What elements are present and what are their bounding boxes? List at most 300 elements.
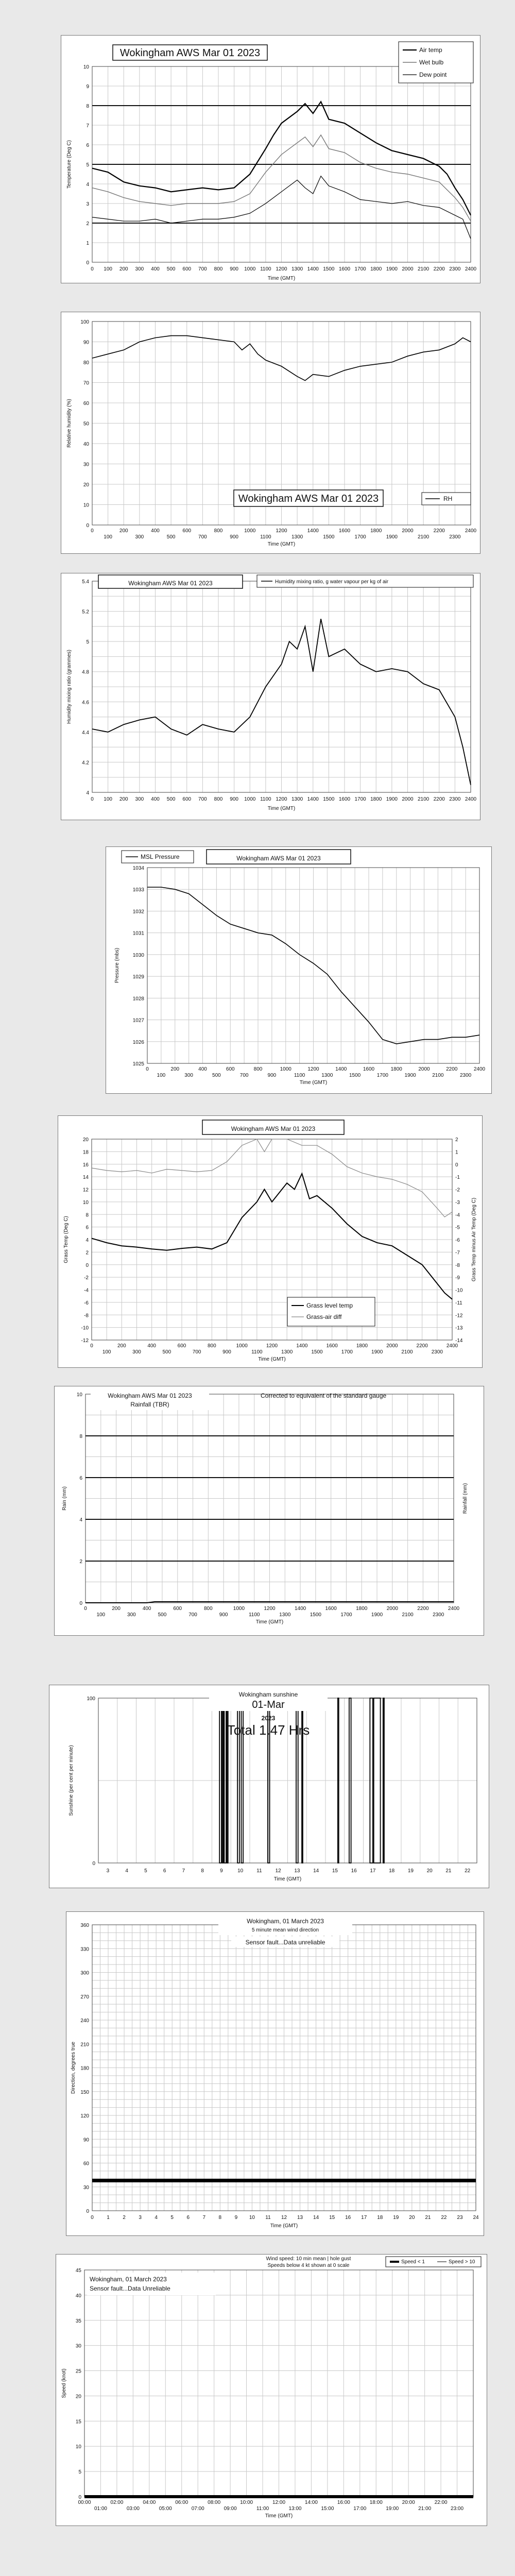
wspd-x-tick-label: 10:00	[240, 2500, 253, 2505]
grass-x-tick-label: 1400	[296, 1343, 308, 1349]
temperature-chart	[61, 36, 480, 283]
rh-x-tick-label: 1400	[307, 528, 319, 534]
mix-y-tick-label: 4.8	[82, 669, 89, 675]
rain-x-tick-label: 1100	[248, 1612, 260, 1618]
sun-total: Total 1.47 Hrs	[227, 1722, 310, 1738]
temperature-chart-panel	[61, 35, 480, 283]
rh-y-tick-label: 70	[83, 380, 89, 386]
pres-x-axis-label: Time (GMT)	[299, 1080, 328, 1086]
grass-x-tick-label: 0	[90, 1343, 93, 1349]
grass-x-tick-label: 300	[132, 1349, 141, 1355]
wspd-y-tick-label: 40	[75, 2293, 81, 2299]
pres-y-tick-label: 1029	[132, 974, 144, 980]
humidity-chart-panel	[61, 312, 480, 554]
temp-y-tick-label: 10	[83, 64, 89, 70]
temp-x-tick-label: 1200	[276, 266, 287, 272]
sun-x-tick-label: 5	[144, 1868, 147, 1874]
grass-x-tick-label: 600	[177, 1343, 186, 1349]
wspd-x-tick-label: 03:00	[126, 2506, 140, 2512]
pres-x-tick-label: 1400	[335, 1066, 347, 1072]
sun-y-tick-label: 100	[87, 1696, 95, 1702]
wdir-x-tick-label: 9	[234, 2215, 238, 2221]
grass-x-tick-label: 1500	[311, 1349, 323, 1355]
wspd-y-tick-label: 10	[75, 2444, 81, 2450]
sun-x-tick-label: 16	[351, 1868, 357, 1874]
rh-x-tick-label: 1900	[386, 534, 398, 540]
mix-x-tick-label: 1000	[244, 796, 256, 802]
mix-x-tick-label: 300	[135, 796, 144, 802]
grass-right-y-tick-label: 0	[455, 1162, 458, 1168]
pres-y-tick-label: 1033	[132, 887, 144, 893]
grass-y-tick-label: -8	[84, 1313, 89, 1319]
rain-x-tick-label: 900	[219, 1612, 228, 1618]
grass-right-y-tick-label: -8	[455, 1262, 460, 1268]
pres-x-tick-label: 1300	[321, 1073, 333, 1078]
grass-x-tick-label: 800	[207, 1343, 216, 1349]
mix-x-tick-label: 1600	[338, 796, 351, 802]
rain-x-tick-label: 700	[188, 1612, 197, 1618]
rain-x-tick-label: 2100	[402, 1612, 414, 1618]
rh-x-tick-label: 1100	[260, 534, 271, 540]
wdir-x-tick-label: 1	[107, 2215, 110, 2221]
temp-y-tick-label: 2	[86, 221, 89, 227]
wdir-x-tick-label: 22	[441, 2215, 447, 2221]
sun-x-tick-label: 4	[125, 1868, 128, 1874]
rain-x-tick-label: 600	[173, 1606, 182, 1612]
grass-x-tick-label: 400	[147, 1343, 157, 1349]
rain-title: Wokingham AWS Mar 01 2023	[108, 1392, 192, 1399]
wspd-x-tick-label: 14:00	[304, 2500, 318, 2505]
temp-x-tick-label: 2100	[418, 266, 430, 272]
sun-x-tick-label: 11	[256, 1868, 262, 1874]
grass-x-tick-label: 1800	[356, 1343, 368, 1349]
sun-x-tick-label: 19	[407, 1868, 414, 1874]
sun-y-axis-label: Sunshine (per cent per minute)	[68, 1745, 74, 1816]
wspd-x-tick-label: 11:00	[256, 2506, 269, 2512]
temp-x-tick-label: 100	[104, 266, 112, 272]
pres-x-tick-label: 800	[253, 1066, 263, 1072]
wdir-y-tick-label: 360	[80, 1923, 89, 1928]
mix-y-tick-label: 5.2	[82, 609, 89, 615]
grass-legend-label: Grass-air diff	[306, 1313, 342, 1320]
temp-legend-label: Dew point	[419, 71, 447, 78]
grass-y-tick-label: -2	[84, 1275, 89, 1281]
mix-y-tick-label: 4.2	[82, 760, 89, 766]
grass-temp-chart	[58, 1116, 483, 1368]
wspd-x-tick-label: 19:00	[386, 2506, 399, 2512]
sun-x-tick-label: 13	[294, 1868, 300, 1874]
wdir-subtitle: 5 minute mean wind direction	[251, 1927, 319, 1933]
pres-x-tick-label: 0	[146, 1066, 149, 1072]
pres-x-tick-label: 2400	[473, 1066, 486, 1072]
wdir-x-tick-label: 19	[393, 2215, 399, 2221]
wdir-y-axis-label: Direction, degrees true	[71, 2041, 76, 2094]
wdir-x-tick-label: 5	[170, 2215, 174, 2221]
rh-x-tick-label: 700	[198, 534, 207, 540]
temp-x-tick-label: 700	[198, 266, 207, 272]
mix-y-tick-label: 5.4	[82, 579, 89, 585]
temp-y-tick-label: 6	[86, 143, 89, 148]
grass-x-axis-label: Time (GMT)	[258, 1357, 286, 1362]
grass-right-y-tick-label: 2	[455, 1137, 458, 1143]
wdir-x-tick-label: 11	[265, 2215, 271, 2221]
pres-y-tick-label: 1027	[132, 1018, 144, 1024]
grass-y-tick-label: 6	[85, 1225, 89, 1231]
sun-x-tick-label: 10	[237, 1868, 244, 1874]
rain-x-tick-label: 1500	[310, 1612, 321, 1618]
mix-x-tick-label: 2000	[402, 796, 414, 802]
wdir-x-tick-label: 0	[91, 2215, 94, 2221]
pres-x-tick-label: 1700	[376, 1073, 388, 1078]
rh-y-axis-label: Relative humidity (%)	[66, 399, 72, 448]
wspd-y-tick-label: 35	[75, 2318, 81, 2324]
sun-x-tick-label: 8	[201, 1868, 204, 1874]
pres-x-tick-label: 700	[239, 1073, 249, 1078]
rh-x-tick-label: 800	[214, 528, 223, 534]
rain-chart-panel	[54, 1386, 484, 1636]
rain-chart	[55, 1386, 484, 1636]
rh-y-tick-label: 30	[83, 462, 89, 468]
rain-x-tick-label: 100	[96, 1612, 106, 1618]
sun-title: Wokingham sunshine	[238, 1691, 298, 1698]
wdir-y-tick-label: 180	[80, 2065, 89, 2072]
wspd-x-tick-label: 18:00	[369, 2500, 383, 2505]
pres-x-tick-label: 600	[226, 1066, 235, 1072]
temp-y-tick-label: 3	[86, 201, 89, 207]
mixing-ratio-chart-panel	[61, 573, 480, 820]
grass-right-y-tick-label: -1	[455, 1175, 460, 1181]
wdir-x-tick-label: 2	[123, 2215, 126, 2221]
mix-x-tick-label: 1700	[354, 796, 366, 802]
pres-x-tick-label: 1800	[390, 1066, 402, 1072]
wspd-x-tick-label: 06:00	[175, 2500, 188, 2505]
mix-x-tick-label: 100	[104, 796, 112, 802]
mix-x-tick-label: 800	[214, 796, 223, 802]
grass-y-tick-label: 2	[85, 1250, 89, 1256]
grass-title: Wokingham AWS Mar 01 2023	[231, 1125, 316, 1132]
mix-x-tick-label: 200	[119, 796, 128, 802]
rh-x-tick-label: 2300	[449, 534, 461, 540]
wdir-x-tick-label: 15	[329, 2215, 335, 2221]
grass-x-tick-label: 1200	[266, 1343, 278, 1349]
rain-y-tick-label: 8	[79, 1434, 82, 1439]
wdir-x-tick-label: 10	[249, 2215, 255, 2221]
sun-x-tick-label: 21	[445, 1868, 452, 1874]
rh-x-tick-label: 600	[182, 528, 192, 534]
grass-x-tick-label: 100	[102, 1349, 111, 1355]
grass-right-y-tick-label: -11	[455, 1300, 462, 1306]
wdir-y-tick-label: 150	[80, 2089, 89, 2095]
sun-y-tick-label: 0	[92, 1861, 95, 1867]
sun-date: 01-Mar	[252, 1699, 285, 1710]
pres-y-tick-label: 1031	[132, 930, 144, 937]
rain-x-tick-label: 1900	[371, 1612, 383, 1618]
mix-y-tick-label: 4.6	[82, 700, 89, 706]
grass-x-tick-label: 1000	[236, 1343, 248, 1349]
grass-y-tick-label: 16	[82, 1162, 89, 1168]
rain-x-tick-label: 300	[127, 1612, 136, 1618]
sun-x-tick-label: 18	[389, 1868, 395, 1874]
grass-right-y-tick-label: -13	[455, 1325, 463, 1331]
grass-x-tick-label: 2200	[416, 1343, 428, 1349]
wspd-x-tick-label: 13:00	[288, 2506, 302, 2512]
rh-y-tick-label: 0	[86, 523, 89, 529]
pres-x-tick-label: 1200	[307, 1066, 319, 1072]
wspd-x-tick-label: 02:00	[110, 2500, 124, 2505]
rh-y-tick-label: 50	[83, 421, 89, 427]
wdir-x-tick-label: 17	[361, 2215, 367, 2221]
pres-y-tick-label: 1028	[132, 996, 144, 1002]
wdir-x-tick-label: 3	[139, 2215, 142, 2221]
temp-x-tick-label: 400	[151, 266, 160, 272]
sun-x-tick-label: 15	[332, 1868, 338, 1874]
pressure-chart	[106, 847, 492, 1094]
wdir-y-tick-label: 90	[83, 2137, 89, 2143]
sun-x-tick-label: 6	[163, 1868, 166, 1874]
wdir-x-tick-label: 7	[202, 2215, 206, 2221]
temp-legend-label: Wet bulb	[419, 59, 444, 66]
wdir-x-tick-label: 20	[409, 2215, 415, 2221]
grass-x-tick-label: 2300	[431, 1349, 443, 1355]
grass-right-y-tick-label: -6	[455, 1238, 460, 1243]
rh-x-tick-label: 2200	[433, 528, 445, 534]
rh-x-tick-label: 2100	[418, 534, 430, 540]
wdir-x-tick-label: 8	[218, 2215, 222, 2221]
temp-y-tick-label: 4	[86, 182, 89, 188]
mix-x-tick-label: 2400	[465, 796, 477, 802]
grass-y-tick-label: -6	[84, 1300, 89, 1306]
rh-x-tick-label: 1800	[370, 528, 382, 534]
wdir-y-tick-label: 120	[80, 2113, 89, 2119]
mix-x-tick-label: 500	[166, 796, 176, 802]
mix-title: Wokingham AWS Mar 01 2023	[128, 580, 213, 587]
temp-x-tick-label: 1100	[260, 266, 271, 272]
wind-direction-chart-panel	[66, 1911, 484, 2236]
rain-y-tick-label: 0	[79, 1601, 82, 1606]
rh-y-tick-label: 20	[83, 482, 89, 488]
mix-y-tick-label: 4	[86, 790, 89, 796]
wspd-x-tick-label: 17:00	[353, 2506, 367, 2512]
grass-x-tick-label: 500	[162, 1349, 171, 1355]
wspd-legend-label: Speed > 10	[449, 2259, 475, 2265]
grass-y-tick-label: 8	[85, 1212, 89, 1218]
grass-right-y-tick-label: 1	[455, 1149, 458, 1156]
rh-x-tick-label: 1300	[291, 534, 303, 540]
pres-x-tick-label: 2100	[432, 1073, 444, 1078]
mix-x-tick-label: 1100	[260, 796, 271, 802]
pres-x-tick-label: 300	[184, 1073, 193, 1078]
wspd-x-tick-label: 04:00	[143, 2500, 156, 2505]
wspd-y-tick-label: 45	[75, 2268, 81, 2274]
wdir-x-tick-label: 18	[377, 2215, 383, 2221]
temp-x-tick-label: 1900	[386, 266, 398, 272]
sunshine-chart	[49, 1685, 489, 1888]
grass-right-y-tick-label: -3	[455, 1199, 460, 1206]
rh-x-tick-label: 1200	[276, 528, 287, 534]
mix-legend-label: Humidity mixing ratio, g water vapour per kg of air	[275, 579, 389, 585]
mix-x-tick-label: 1900	[386, 796, 398, 802]
mix-x-tick-label: 2300	[449, 796, 461, 802]
rain-y-tick-label: 6	[79, 1476, 82, 1481]
wdir-y-tick-label: 30	[83, 2184, 89, 2191]
grass-right-y-tick-label: -9	[455, 1275, 460, 1281]
rain-x-tick-label: 2200	[417, 1606, 429, 1612]
sun-x-axis-label: Time (GMT)	[273, 1876, 302, 1882]
sun-x-tick-label: 3	[106, 1868, 110, 1874]
pres-x-tick-label: 1900	[404, 1073, 416, 1078]
wdir-y-tick-label: 60	[83, 2161, 89, 2167]
temp-x-tick-label: 2400	[465, 266, 477, 272]
grass-x-tick-label: 1300	[281, 1349, 293, 1355]
temp-title: Wokingham AWS Mar 01 2023	[119, 47, 261, 59]
wdir-x-tick-label: 23	[457, 2215, 463, 2221]
grass-right-y-tick-label: -4	[455, 1212, 460, 1218]
rain-y-tick-label: 4	[79, 1517, 82, 1523]
sun-x-tick-label: 7	[182, 1868, 185, 1874]
grass-y-tick-label: -10	[81, 1325, 89, 1331]
temp-y-tick-label: 8	[86, 104, 89, 109]
grass-y-tick-label: 18	[82, 1149, 89, 1156]
grass-right-y-tick-label: -2	[455, 1187, 460, 1193]
temp-x-tick-label: 2000	[402, 266, 414, 272]
wdir-x-tick-label: 14	[313, 2215, 319, 2221]
grass-right-y-tick-label: -7	[455, 1250, 460, 1256]
temp-y-tick-label: 1	[86, 241, 89, 246]
pres-y-tick-label: 1032	[132, 909, 144, 915]
grass-y-axis-label: Grass Temp (Deg C)	[63, 1216, 69, 1263]
mix-x-tick-label: 1300	[291, 796, 303, 802]
wspd-x-tick-label: 21:00	[418, 2506, 432, 2512]
pres-x-tick-label: 1000	[280, 1066, 291, 1072]
wdir-y-tick-label: 240	[80, 2018, 89, 2024]
grass-y-tick-label: 20	[82, 1137, 89, 1143]
sun-x-tick-label: 22	[465, 1868, 471, 1874]
wspd-y-tick-label: 5	[78, 2469, 81, 2476]
rh-x-tick-label: 400	[151, 528, 160, 534]
grass-right-y-tick-label: -10	[455, 1287, 463, 1294]
rain-x-tick-label: 1800	[356, 1606, 368, 1612]
temp-x-axis-label: Time (GMT)	[267, 276, 296, 281]
rain-x-tick-label: 500	[158, 1612, 167, 1618]
sun-x-tick-label: 17	[370, 1868, 376, 1874]
wind-direction-chart	[66, 1912, 484, 2236]
humidity-chart	[61, 312, 480, 554]
wdir-x-tick-label: 24	[473, 2215, 479, 2221]
grass-y-tick-label: -4	[84, 1287, 89, 1294]
wspd-x-tick-label: 12:00	[272, 2500, 286, 2505]
pres-x-tick-label: 2300	[460, 1073, 472, 1078]
grass-right-y-tick-label: -5	[455, 1225, 460, 1231]
grass-x-tick-label: 2400	[446, 1343, 458, 1349]
wspd-y-axis-label: Speed (knot)	[61, 2368, 67, 2398]
wspd-x-tick-label: 05:00	[159, 2506, 172, 2512]
wdir-y-tick-label: 300	[80, 1970, 89, 1976]
wdir-x-tick-label: 13	[297, 2215, 303, 2221]
grass-legend-label: Grass level temp	[306, 1302, 353, 1309]
temp-y-tick-label: 7	[86, 123, 89, 129]
mix-y-axis-label: Humidity mixing ratio (grammes)	[66, 650, 72, 724]
wdir-y-tick-label: 0	[86, 2209, 89, 2214]
grass-x-tick-label: 2100	[401, 1349, 413, 1355]
mix-x-tick-label: 1800	[370, 796, 382, 802]
wspd-y-tick-label: 15	[75, 2419, 81, 2425]
wspd-y-tick-label: 25	[75, 2368, 81, 2375]
rh-x-tick-label: 1500	[323, 534, 335, 540]
temp-x-tick-label: 1300	[291, 266, 303, 272]
wspd-x-tick-label: 15:00	[321, 2506, 334, 2512]
rain-x-tick-label: 2400	[448, 1606, 460, 1612]
wspd-header2: Speeds below 4 kt shown at 0 scale	[267, 2263, 350, 2268]
mix-x-tick-label: 700	[198, 796, 207, 802]
pres-y-tick-label: 1025	[132, 1061, 144, 1067]
wspd-title: Wokingham, 01 March 2023	[90, 2276, 167, 2283]
grass-y-tick-label: 14	[82, 1175, 89, 1181]
wdir-title: Wokingham, 01 March 2023	[247, 1918, 324, 1925]
temp-x-tick-label: 1000	[244, 266, 256, 272]
rh-x-tick-label: 900	[230, 534, 238, 540]
mix-x-tick-label: 400	[151, 796, 160, 802]
wdir-x-tick-label: 6	[186, 2215, 190, 2221]
rain-y-axis-label: Rain (mm)	[62, 1486, 67, 1511]
grass-y-tick-label: -12	[81, 1338, 89, 1344]
rh-x-tick-label: 2400	[465, 528, 477, 534]
temp-y-tick-label: 0	[86, 260, 89, 266]
wdir-x-tick-label: 16	[345, 2215, 351, 2221]
pres-x-tick-label: 100	[157, 1073, 166, 1078]
grass-right-y-tick-label: -14	[455, 1338, 463, 1344]
temp-x-tick-label: 500	[166, 266, 176, 272]
mix-x-tick-label: 900	[230, 796, 238, 802]
pres-x-tick-label: 200	[170, 1066, 180, 1072]
temp-x-tick-label: 800	[214, 266, 223, 272]
temp-x-tick-label: 1600	[338, 266, 351, 272]
grass-x-tick-label: 1100	[251, 1349, 263, 1355]
pres-y-tick-label: 1030	[132, 952, 144, 958]
pres-x-tick-label: 2200	[446, 1066, 458, 1072]
mix-x-tick-label: 2100	[418, 796, 430, 802]
grass-y-tick-label: 0	[85, 1262, 89, 1268]
wspd-y-tick-label: 30	[75, 2343, 81, 2349]
grass-x-tick-label: 200	[117, 1343, 126, 1349]
temp-x-tick-label: 2200	[433, 266, 445, 272]
pres-x-tick-label: 1500	[349, 1073, 361, 1078]
rh-x-tick-label: 300	[135, 534, 144, 540]
pres-x-tick-label: 900	[267, 1073, 277, 1078]
sun-x-tick-label: 20	[426, 1868, 433, 1874]
rain-x-tick-label: 1200	[264, 1606, 276, 1612]
grass-x-tick-label: 900	[222, 1349, 231, 1355]
mixing-ratio-chart	[61, 573, 480, 820]
wind-speed-chart	[56, 2255, 487, 2526]
rain-subtitle: Rainfall (TBR)	[130, 1401, 169, 1408]
wind-speed-chart-panel	[56, 2254, 487, 2526]
temp-x-tick-label: 200	[119, 266, 128, 272]
temp-x-tick-label: 1400	[307, 266, 319, 272]
rain-x-tick-label: 1000	[233, 1606, 245, 1612]
wdir-x-axis-label: Time (GMT)	[270, 2223, 298, 2229]
mix-x-tick-label: 0	[91, 796, 94, 802]
temp-x-tick-label: 2300	[449, 266, 461, 272]
rh-x-tick-label: 500	[166, 534, 176, 540]
mix-x-tick-label: 600	[182, 796, 192, 802]
wdir-x-tick-label: 12	[281, 2215, 287, 2221]
temp-x-tick-label: 0	[91, 266, 94, 272]
rh-y-tick-label: 60	[83, 401, 89, 406]
temp-x-tick-label: 600	[182, 266, 192, 272]
rain-x-axis-label: Time (GMT)	[255, 1619, 284, 1625]
grass-temp-chart-panel	[58, 1115, 483, 1368]
mix-x-tick-label: 1400	[307, 796, 319, 802]
